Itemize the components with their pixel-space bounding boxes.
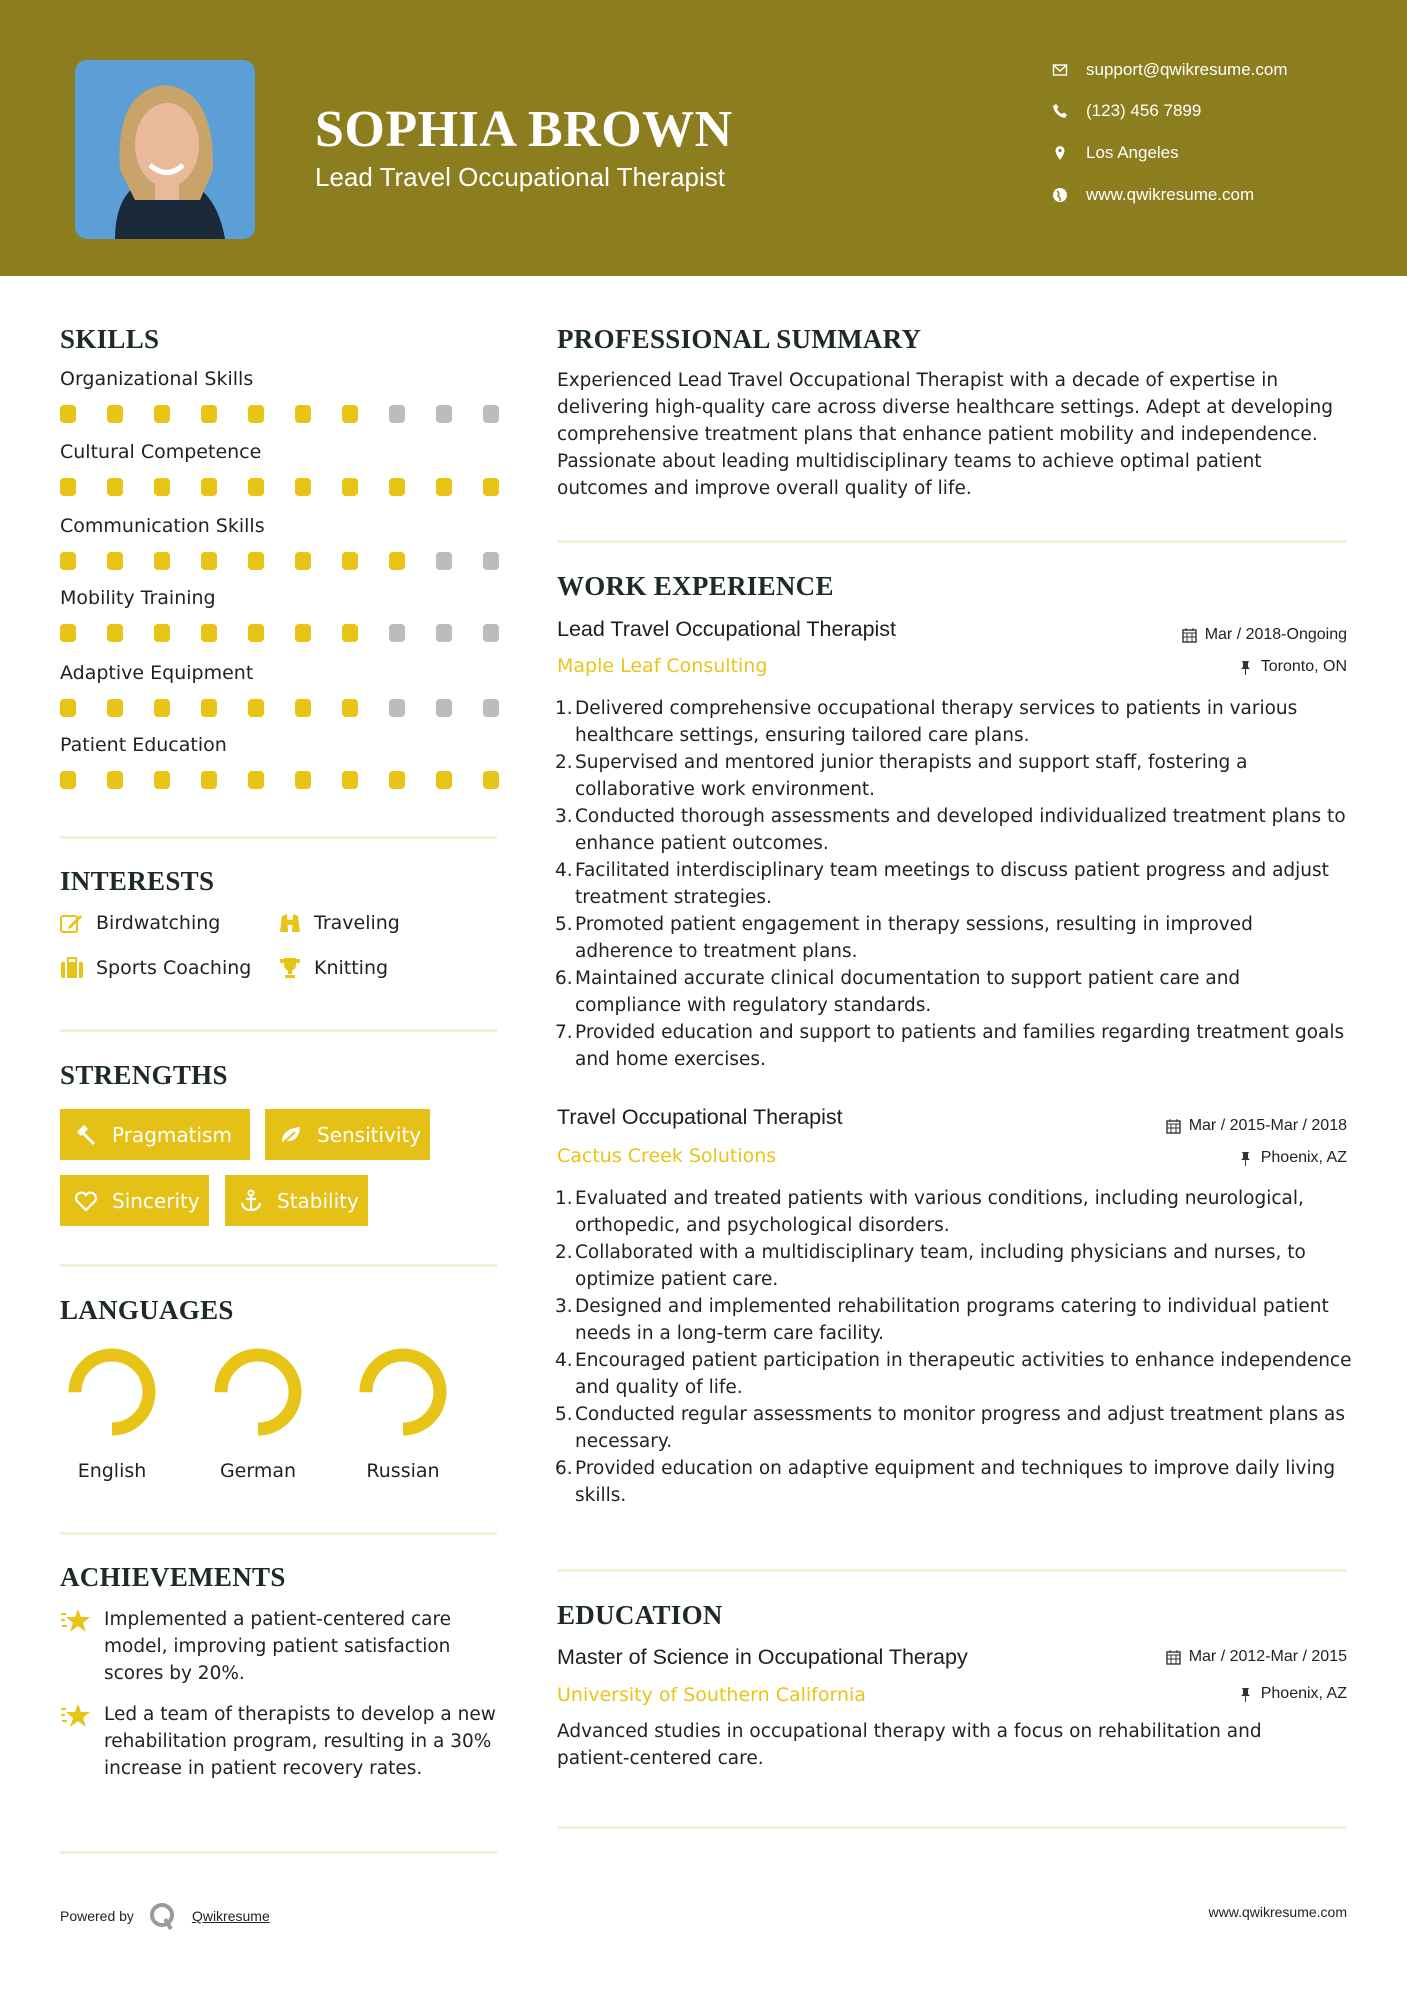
contact-location — [1052, 143, 1179, 163]
contact-email[interactable] — [1052, 60, 1288, 80]
strengths-heading: STRENGTHS — [60, 1060, 228, 1090]
job-bullet: Conducted regular assessments to monitor progress and adjust treatment plans as necessary. — [575, 1404, 1346, 1452]
company-name: Maple Leaf Consulting — [557, 655, 768, 677]
rating-dot-filled — [342, 771, 358, 789]
rating-dot-filled — [342, 699, 358, 717]
rating-dot-empty — [436, 552, 452, 570]
job-title: Travel Occupational Therapist — [557, 1105, 843, 1129]
candidate-name: SOPHIA BROWN — [315, 101, 733, 158]
job-bullet: Promoted patient engagement in therapy sessions, resulting in improved adherence to treatment plans. — [575, 914, 1253, 962]
strength-label: Stability — [277, 1188, 359, 1213]
rating-dot-filled — [107, 771, 123, 789]
strength-label: Pragmatism — [112, 1122, 232, 1147]
job-bullet: Delivered comprehensive occupational therapy services to patients in various healthcare settings, ensuring tailored care plans. — [575, 698, 1298, 746]
strength-chip — [60, 1109, 250, 1160]
rating-dot-filled — [436, 771, 452, 789]
rating-dot-empty — [389, 405, 405, 423]
rating-dot-filled — [107, 699, 123, 717]
rating-dot-filled — [60, 552, 76, 570]
achievement-item — [60, 1606, 500, 1687]
contact-phone-text: (123) 456 7899 — [1086, 101, 1202, 120]
job-bullet: Evaluated and treated patients with various conditions, including neurological, orthopedic, and psychological disorders. — [575, 1188, 1304, 1236]
skill-label: Communication Skills — [60, 515, 265, 537]
skill-rating — [60, 771, 499, 789]
rating-dot-filled — [248, 552, 264, 570]
skill-rating — [60, 552, 499, 570]
pushpin-icon — [1238, 660, 1253, 675]
strength-label: Sincerity — [112, 1188, 200, 1213]
pushpin-icon — [1238, 1687, 1253, 1702]
divider — [557, 1826, 1347, 1829]
powered-by-label: Powered by — [60, 1908, 134, 1924]
star-icon — [60, 1701, 92, 1731]
rating-dot-filled — [201, 405, 217, 423]
job-bullet: Provided education on adaptive equipment and techniques to improve daily living skills. — [575, 1458, 1336, 1506]
job-bullet-list — [557, 695, 1352, 1073]
rating-dot-filled — [342, 624, 358, 642]
skill-label: Patient Education — [60, 734, 227, 756]
education-heading: EDUCATION — [557, 1600, 723, 1630]
rating-dot-filled — [389, 771, 405, 789]
skills-heading: SKILLS — [60, 324, 160, 354]
job-title: Lead Travel Occupational Therapist — [557, 617, 897, 641]
suitcase-icon — [60, 957, 84, 979]
rating-dot-filled — [295, 405, 311, 423]
job-date-text: Mar / 2018-Ongoing — [1204, 626, 1347, 643]
rating-dot-filled — [389, 552, 405, 570]
rating-dot-filled — [154, 771, 170, 789]
skill-label: Mobility Training — [60, 587, 216, 609]
summary-heading: PROFESSIONAL SUMMARY — [557, 324, 922, 354]
languages-heading: LANGUAGES — [60, 1295, 234, 1325]
rating-dot-empty — [436, 624, 452, 642]
rating-dot-filled — [248, 478, 264, 496]
contact-email-text: support@qwikresume.com — [1086, 60, 1288, 79]
rating-dot-filled — [436, 478, 452, 496]
job-bullet: Designed and implemented rehabilitation programs catering to individual patient needs in a long-term care facility. — [575, 1296, 1329, 1344]
job-location — [1238, 1149, 1347, 1167]
rating-dot-filled — [60, 478, 76, 496]
job-bullet-list — [557, 1185, 1352, 1509]
contact-website-text: www.qwikresume.com — [1086, 185, 1255, 204]
rating-dot-empty — [436, 405, 452, 423]
rating-dot-filled — [342, 405, 358, 423]
divider — [60, 1264, 497, 1267]
qwikresume-link[interactable]: Qwikresume — [191, 1908, 270, 1924]
rating-dot-filled — [154, 552, 170, 570]
education-date — [1166, 1648, 1347, 1666]
job-location-text: Toronto, ON — [1260, 658, 1347, 675]
skill-rating — [60, 478, 499, 496]
rating-dot-filled — [154, 699, 170, 717]
school-name: University of Southern California — [557, 1684, 866, 1706]
interest-sports-coaching — [60, 957, 251, 979]
language-label: English — [77, 1460, 147, 1482]
footer-website[interactable]: www.qwikresume.com — [1208, 1904, 1347, 1920]
education-date-text: Mar / 2012-Mar / 2015 — [1188, 1648, 1347, 1665]
powered-by — [60, 1901, 270, 1931]
map-pin-icon — [1052, 145, 1068, 161]
skill-label: Cultural Competence — [60, 441, 262, 463]
education-description: Advanced studies in occupational therapy with a focus on rehabilitation and patient-centered care. — [557, 1721, 1262, 1769]
rating-dot-filled — [60, 771, 76, 789]
divider — [60, 1532, 497, 1535]
rating-dot-filled — [295, 624, 311, 642]
rating-dot-filled — [201, 699, 217, 717]
job-bullet: Provided education and support to patients and families regarding treatment goals and home exercises. — [575, 1022, 1345, 1070]
achievements-heading: ACHIEVEMENTS — [60, 1562, 286, 1592]
rating-dot-empty — [483, 552, 499, 570]
rating-dot-filled — [295, 552, 311, 570]
anchor-icon — [239, 1189, 263, 1213]
rating-dot-filled — [107, 478, 123, 496]
strength-chip — [225, 1175, 368, 1226]
interest-label: Sports Coaching — [96, 957, 252, 979]
skill-rating — [60, 624, 499, 642]
rating-dot-empty — [389, 699, 405, 717]
interest-knitting — [278, 957, 388, 979]
degree-title: Master of Science in Occupational Therapy — [557, 1645, 968, 1669]
rating-dot-filled — [201, 478, 217, 496]
edit-icon — [60, 912, 84, 934]
interest-label: Birdwatching — [96, 912, 221, 934]
rating-dot-filled — [107, 552, 123, 570]
job-bullet: Encouraged patient participation in therapeutic activities to enhance independence and quality of life. — [575, 1350, 1352, 1398]
language-proficiency-ring — [62, 1342, 162, 1442]
heart-icon — [74, 1189, 98, 1213]
divider — [557, 1569, 1347, 1572]
job-date — [1182, 626, 1347, 644]
summary-text: Experienced Lead Travel Occupational Therapist with a decade of expertise in delivering high-quality care across diverse healthcare settings. Adept at developing comprehensive treatment plans that enhance patient mobility and independence. Passionate about leading multidisciplinary teams to achieve optimal patient outcomes and improve overall quality of life. — [557, 370, 1334, 499]
rating-dot-filled — [201, 552, 217, 570]
skill-label: Adaptive Equipment — [60, 662, 254, 684]
star-icon — [60, 1606, 92, 1636]
job-date — [1166, 1117, 1347, 1135]
phone-icon — [1052, 103, 1068, 119]
job-location-text: Phoenix, AZ — [1260, 1149, 1347, 1166]
rating-dot-filled — [154, 624, 170, 642]
gavel-icon — [74, 1123, 98, 1147]
job-date-text: Mar / 2015-Mar / 2018 — [1188, 1117, 1347, 1134]
rating-dot-filled — [60, 624, 76, 642]
strength-chip — [265, 1109, 430, 1160]
rating-dot-filled — [248, 405, 264, 423]
contact-phone[interactable] — [1052, 101, 1201, 121]
work-heading: WORK EXPERIENCE — [557, 571, 834, 601]
language-proficiency-ring — [208, 1342, 308, 1442]
rating-dot-filled — [248, 699, 264, 717]
rating-dot-filled — [248, 624, 264, 642]
rating-dot-filled — [60, 405, 76, 423]
binoculars-icon — [278, 912, 302, 934]
envelope-icon — [1052, 62, 1068, 78]
rating-dot-filled — [154, 405, 170, 423]
interest-label: Traveling — [314, 912, 400, 934]
divider — [60, 1851, 497, 1854]
rating-dot-filled — [107, 624, 123, 642]
achievement-text: Implemented a patient-centered care model, improving patient satisfaction scores by 20%. — [104, 1609, 452, 1684]
divider — [557, 540, 1347, 543]
interest-birdwatching — [60, 912, 220, 934]
rating-dot-filled — [295, 478, 311, 496]
rating-dot-empty — [483, 699, 499, 717]
candidate-title: Lead Travel Occupational Therapist — [315, 162, 725, 192]
rating-dot-filled — [107, 405, 123, 423]
language-arc — [75, 1355, 149, 1429]
leaf-icon — [279, 1123, 303, 1147]
rating-dot-filled — [154, 478, 170, 496]
divider — [60, 836, 497, 839]
profile-photo — [75, 60, 255, 239]
rating-dot-empty — [389, 624, 405, 642]
company-name: Cactus Creek Solutions — [557, 1145, 777, 1167]
interests-heading: INTERESTS — [60, 866, 215, 896]
trophy-icon — [278, 957, 302, 979]
education-location — [1238, 1685, 1347, 1703]
job-bullet: Supervised and mentored junior therapists and support staff, fostering a collaborative work environment. — [575, 752, 1248, 800]
contact-location-text: Los Angeles — [1086, 143, 1179, 162]
language-proficiency-ring — [353, 1342, 453, 1442]
calendar-icon — [1166, 1119, 1181, 1134]
rating-dot-empty — [483, 624, 499, 642]
education-location-text: Phoenix, AZ — [1260, 1685, 1347, 1702]
achievement-text: Led a team of therapists to develop a new rehabilitation program, resulting in a 30% increase in patient recovery rates. — [104, 1704, 496, 1779]
strength-label: Sensitivity — [317, 1122, 422, 1147]
language-label: German — [219, 1460, 297, 1482]
rating-dot-filled — [60, 699, 76, 717]
rating-dot-empty — [436, 699, 452, 717]
globe-icon — [1052, 187, 1068, 203]
interest-label: Knitting — [314, 957, 389, 979]
divider — [60, 1029, 497, 1032]
job-location — [1238, 658, 1347, 676]
rating-dot-filled — [342, 552, 358, 570]
language-arc — [366, 1355, 440, 1429]
rating-dot-filled — [483, 771, 499, 789]
rating-dot-filled — [295, 699, 311, 717]
achievement-item — [60, 1701, 500, 1782]
rating-dot-filled — [342, 478, 358, 496]
job-bullet: Maintained accurate clinical documentation to support patient care and compliance with regulatory standards. — [575, 968, 1241, 1016]
rating-dot-filled — [248, 771, 264, 789]
calendar-icon — [1182, 628, 1197, 643]
calendar-icon — [1166, 1650, 1181, 1665]
rating-dot-filled — [201, 624, 217, 642]
rating-dot-filled — [389, 478, 405, 496]
skill-label: Organizational Skills — [60, 368, 254, 390]
rating-dot-filled — [295, 771, 311, 789]
job-bullet: Facilitated interdisciplinary team meetings to discuss patient progress and adjust treatment strategies. — [575, 860, 1329, 908]
skill-rating — [60, 699, 499, 717]
contact-website[interactable] — [1052, 185, 1254, 205]
rating-dot-filled — [483, 478, 499, 496]
skill-rating — [60, 405, 499, 423]
qwikresume-logo-icon — [148, 1901, 178, 1931]
language-arc — [221, 1355, 295, 1429]
rating-dot-empty — [483, 405, 499, 423]
pushpin-icon — [1238, 1151, 1253, 1166]
language-label: Russian — [366, 1460, 440, 1482]
strength-chip — [60, 1175, 209, 1226]
interest-traveling — [278, 912, 400, 934]
rating-dot-filled — [201, 771, 217, 789]
job-bullet: Collaborated with a multidisciplinary team, including physicians and nurses, to optimize patient care. — [575, 1242, 1306, 1290]
job-bullet: Conducted thorough assessments and developed individualized treatment plans to enhance patient outcomes. — [575, 806, 1346, 854]
